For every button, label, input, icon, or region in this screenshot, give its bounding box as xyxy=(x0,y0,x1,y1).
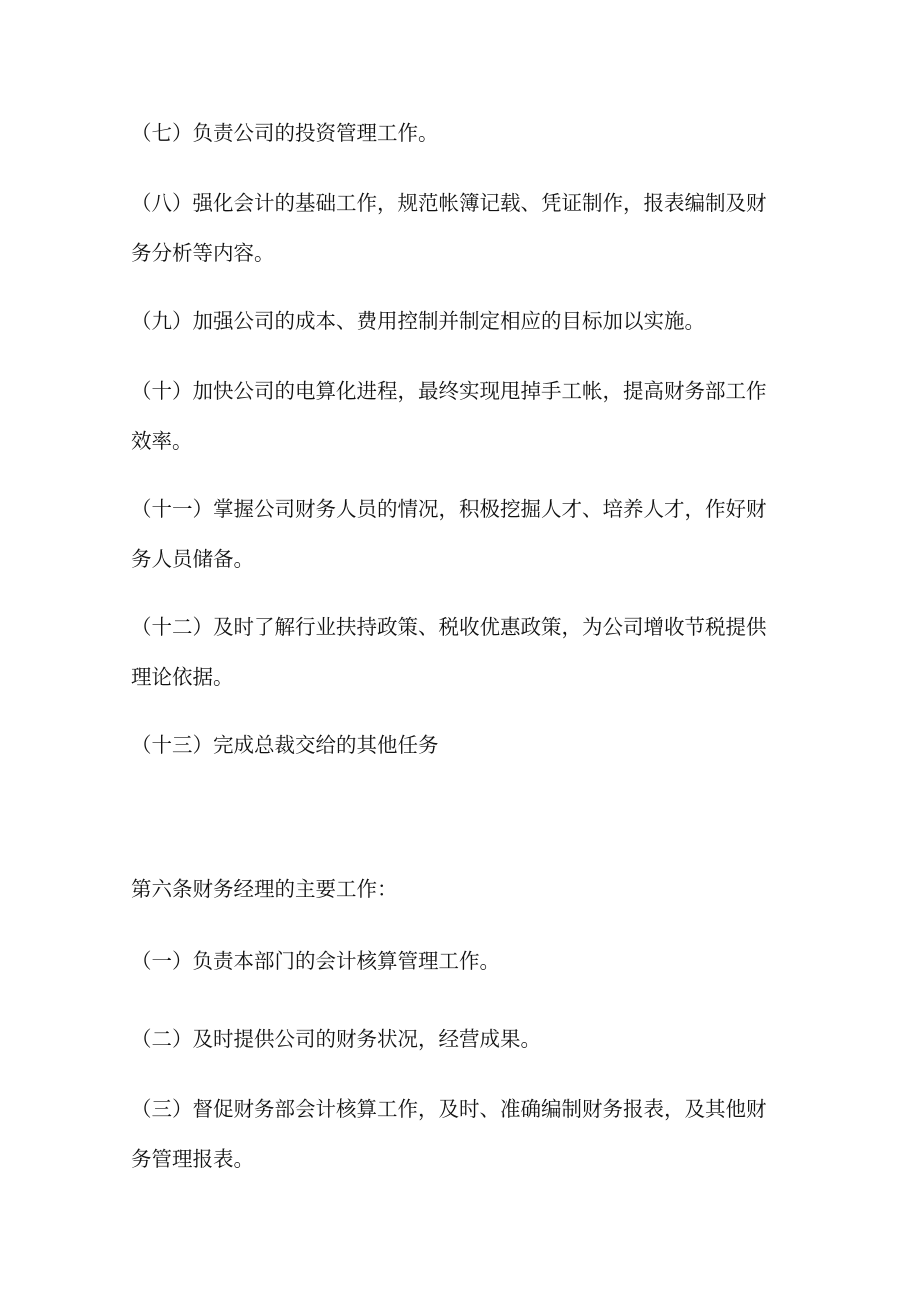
paragraph-item-2: （二）及时提供公司的财务状况，经营成果。 xyxy=(131,1027,541,1051)
paragraph-item-1: （一）负责本部门的会计核算管理工作。 xyxy=(131,949,500,973)
paragraph-item-12: （十二）及时了解行业扶持政策、税收优惠政策，为公司增收节税提供理论依据。 xyxy=(131,615,767,689)
paragraph-item-11: （十一）掌握公司财务人员的情况，积极挖掘人才、培养人才，作好财务人员储备。 xyxy=(131,497,767,571)
paragraph-item-9: （九）加强公司的成本、费用控制并制定相应的目标加以实施。 xyxy=(131,309,705,333)
article-heading: 第六条财务经理的主要工作： xyxy=(131,877,398,901)
paragraph-item-10: （十）加快公司的电算化进程，最终实现甩掉手工帐，提高财务部工作效率。 xyxy=(131,379,767,453)
paragraph-item-7: （七）负责公司的投资管理工作。 xyxy=(131,121,439,145)
paragraph-item-13: （十三）完成总裁交给的其他任务 xyxy=(131,733,439,757)
paragraph-item-8: （八）强化会计的基础工作，规范帐簿记载、凭证制作，报表编制及财务分析等内容。 xyxy=(131,191,767,265)
paragraph-item-3: （三）督促财务部会计核算工作，及时、准确编制财务报表，及其他财务管理报表。 xyxy=(131,1097,767,1171)
